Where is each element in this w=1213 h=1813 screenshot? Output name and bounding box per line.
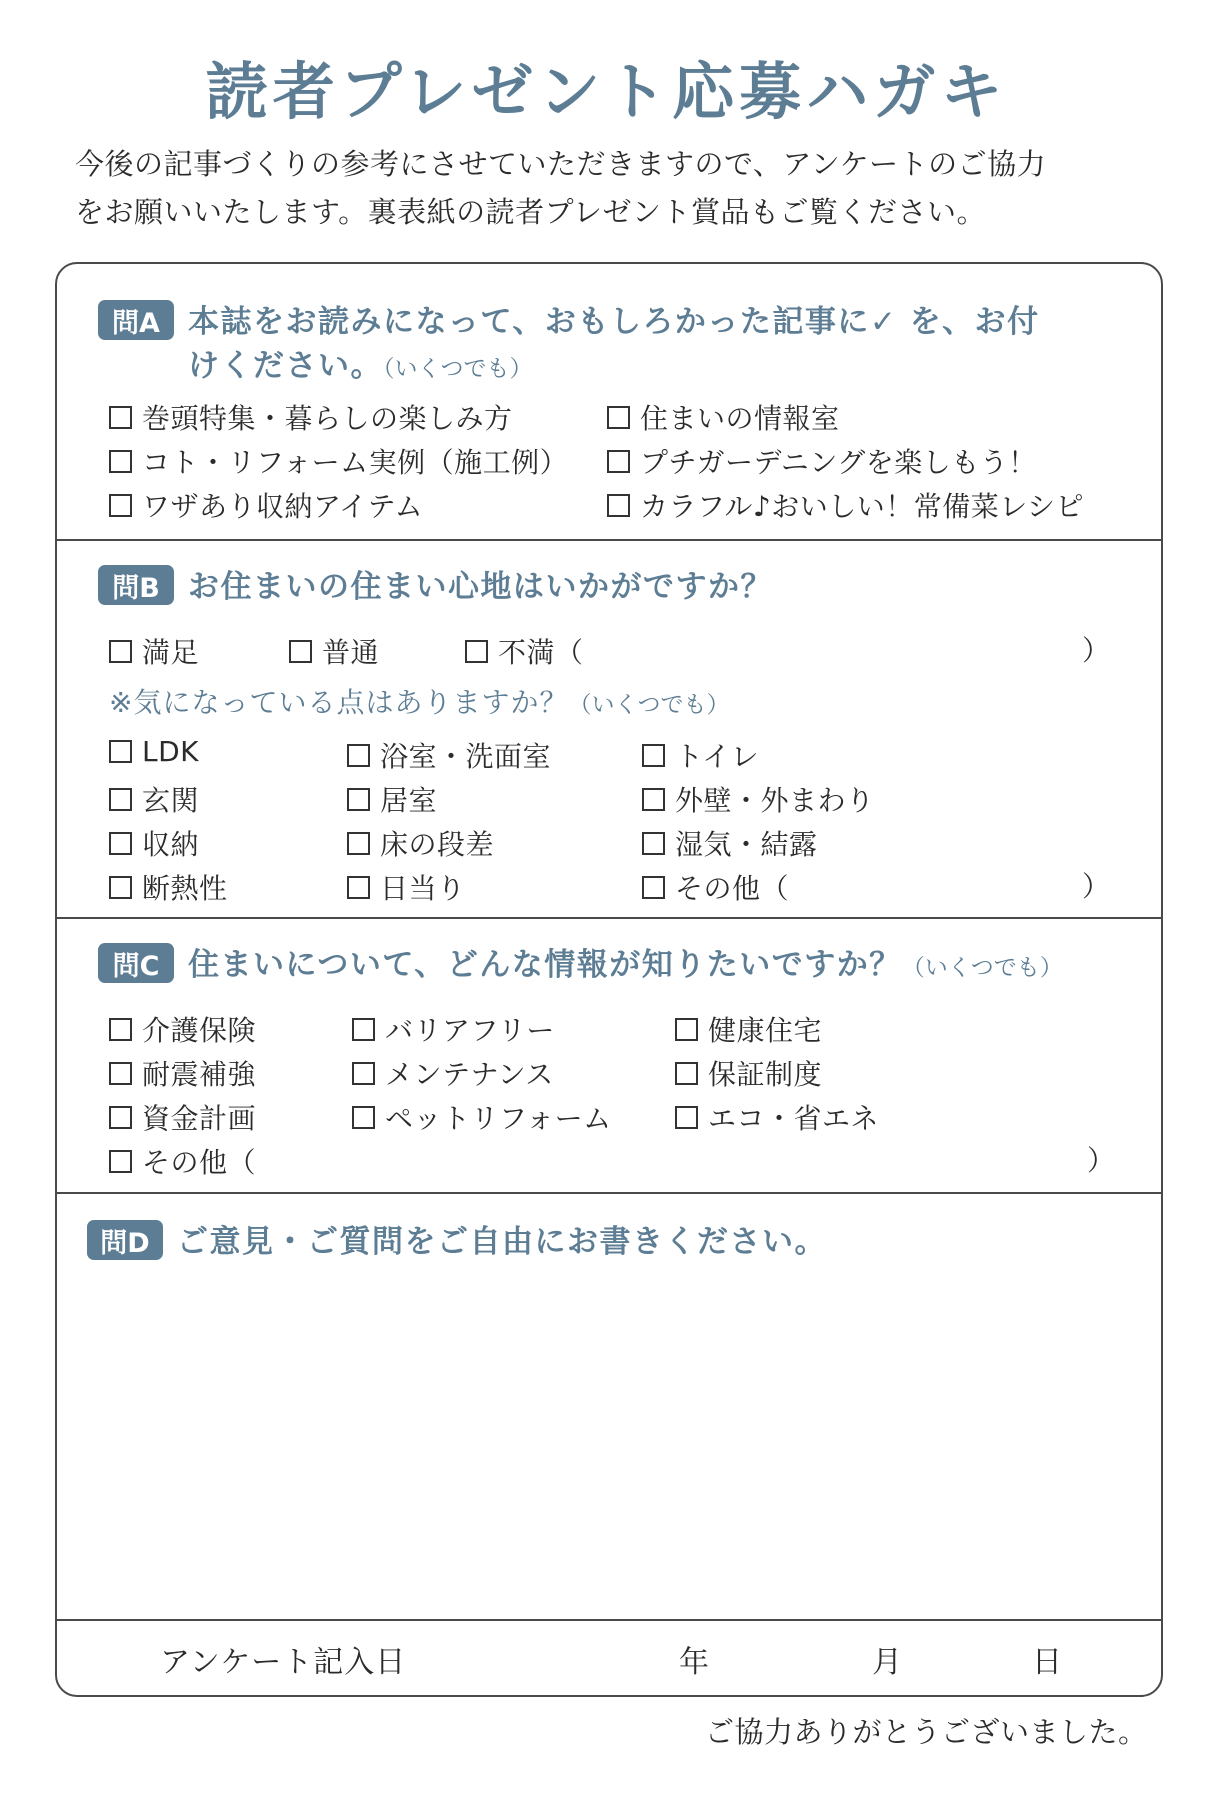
q-b-option-normal[interactable]: 普通 (289, 631, 379, 671)
question-b-subquestion-note: （いくつでも） (568, 692, 730, 718)
question-a-text-line-1: 本誌をお読みになって、おもしろかった記事に✓ を、お付 (188, 304, 1040, 340)
q-b-sub-option-3[interactable]: 玄関 (109, 779, 199, 819)
checkbox[interactable] (352, 1106, 375, 1129)
checkbox[interactable] (347, 832, 370, 855)
q-b-sub-option-1[interactable]: 浴室・洗面室 (347, 735, 551, 775)
intro-text (75, 140, 1155, 236)
q-a-option-3[interactable]: プチガーデニングを楽しもう！ (607, 441, 1037, 481)
q-b-sub-close-paren: ） (1082, 870, 1111, 903)
checkbox[interactable] (642, 788, 665, 811)
question-d-heading (87, 1220, 827, 1264)
checkbox[interactable] (642, 744, 665, 767)
checkbox[interactable] (607, 494, 630, 517)
thanks-text: ご協力ありがとうございました。 (705, 1715, 1148, 1749)
page-title: 読者プレゼント応募ハガキ (205, 55, 1008, 128)
checkbox[interactable] (675, 1018, 698, 1041)
q-c-option-7[interactable]: ペットリフォーム (352, 1097, 612, 1137)
checkbox[interactable] (109, 640, 132, 663)
comments-textarea[interactable] (87, 1272, 1132, 1602)
question-c-badge: 問C (98, 943, 174, 983)
question-b-badge: 問B (98, 565, 174, 605)
q-b-close-paren: ） (1082, 634, 1111, 667)
q-c-option-9[interactable]: その他（ (109, 1141, 256, 1181)
question-d-badge: 問D (87, 1220, 163, 1260)
q-b-sub-option-7[interactable]: 床の段差 (347, 823, 494, 863)
intro-line-2: をお願いいたします。裏表紙の読者プレゼント賞品もご覧ください。 (75, 195, 987, 229)
q-c-close-paren: ） (1087, 1144, 1116, 1177)
question-d-text: ご意見・ご質問をご自由にお書きください。 (177, 1224, 827, 1260)
q-b-sub-option-4[interactable]: 居室 (347, 779, 437, 819)
q-c-option-0[interactable]: 介護保険 (109, 1009, 256, 1049)
q-c-option-8[interactable]: エコ・省エネ (675, 1097, 879, 1137)
q-b-option-dissatisfied[interactable]: 不満（ (465, 631, 584, 671)
checkbox[interactable] (642, 876, 665, 899)
q-b-sub-option-5[interactable]: 外壁・外まわり (642, 779, 875, 819)
q-b-sub-option-9[interactable]: 断熱性 (109, 867, 228, 907)
checkbox[interactable] (352, 1018, 375, 1041)
q-c-option-3[interactable]: 耐震補強 (109, 1053, 256, 1093)
q-a-option-2[interactable]: コト・リフォーム実例（施工例） (109, 441, 568, 481)
q-a-option-1[interactable]: 住まいの情報室 (607, 397, 840, 437)
survey-date-label: アンケート記入日 (160, 1645, 407, 1680)
question-a-text-line-2: けください。 (188, 348, 383, 384)
checkbox[interactable] (109, 740, 132, 763)
checkbox[interactable] (109, 1150, 132, 1173)
question-b-text: お住まいの住まい心地はいかがですか？ (188, 569, 773, 605)
question-a-badge: 問A (98, 300, 174, 340)
survey-form (55, 262, 1163, 1697)
checkbox[interactable] (109, 876, 132, 899)
q-b-sub-option-8[interactable]: 湿気・結露 (642, 823, 818, 863)
checkbox[interactable] (289, 640, 312, 663)
q-b-sub-option-2[interactable]: トイレ (642, 735, 759, 775)
intro-line-1: 今後の記事づくりの参考にさせていただきますので、アンケートのご協力 (75, 147, 1047, 181)
checkbox[interactable] (109, 832, 132, 855)
q-c-option-4[interactable]: メンテナンス (352, 1053, 554, 1093)
checkbox[interactable] (109, 494, 132, 517)
q-a-option-0[interactable]: 巻頭特集・暮らしの楽しみ方 (109, 397, 513, 437)
checkbox[interactable] (109, 406, 132, 429)
question-a-section (57, 264, 1161, 539)
q-c-option-1[interactable]: バリアフリー (352, 1009, 555, 1049)
checkbox[interactable] (347, 744, 370, 767)
q-b-sub-option-6[interactable]: 収納 (109, 823, 199, 863)
checkbox[interactable] (109, 788, 132, 811)
checkbox[interactable] (109, 1062, 132, 1085)
q-c-option-5[interactable]: 保証制度 (675, 1053, 822, 1093)
survey-date-month-label: 月 (872, 1645, 903, 1680)
question-c-note: （いくつでも） (901, 955, 1063, 981)
checkbox[interactable] (607, 406, 630, 429)
checkbox[interactable] (347, 788, 370, 811)
checkbox[interactable] (109, 1018, 132, 1041)
q-c-option-6[interactable]: 資金計画 (109, 1097, 256, 1137)
q-b-sub-option-0[interactable]: LDK (109, 735, 199, 768)
q-b-sub-option-10[interactable]: 日当り (347, 867, 466, 907)
q-b-option-satisfied[interactable]: 満足 (109, 631, 199, 671)
q-c-option-2[interactable]: 健康住宅 (675, 1009, 822, 1049)
checkbox[interactable] (352, 1062, 375, 1085)
question-d-section (57, 1192, 1161, 1619)
question-b-subquestion-text: ※気になっている点はありますか？ (109, 686, 569, 719)
question-c-section (57, 917, 1161, 1192)
question-c-heading (98, 943, 1063, 990)
checkbox[interactable] (675, 1106, 698, 1129)
checkbox[interactable] (675, 1062, 698, 1085)
q-a-option-5[interactable]: カラフル♪おいしい！常備菜レシピ (607, 485, 1084, 525)
question-c-text: 住まいについて、どんな情報が知りたいですか？ (188, 947, 902, 983)
checkbox[interactable] (347, 876, 370, 899)
checkbox[interactable] (607, 450, 630, 473)
section-divider (57, 1619, 1161, 1621)
checkbox[interactable] (465, 640, 488, 663)
q-b-sub-option-11[interactable]: その他（ (642, 867, 789, 907)
checkbox[interactable] (109, 1106, 132, 1129)
question-b-subquestion (109, 681, 729, 721)
question-a-note: （いくつでも） (383, 356, 533, 382)
checkbox[interactable] (642, 832, 665, 855)
survey-date-day-label: 日 (1032, 1645, 1063, 1680)
question-b-section (57, 539, 1161, 917)
q-a-option-4[interactable]: ワザあり収納アイテム (109, 485, 423, 525)
survey-date-year-label: 年 (679, 1645, 710, 1680)
question-b-heading (98, 565, 773, 609)
question-a-heading (98, 300, 1040, 391)
checkbox[interactable] (109, 450, 132, 473)
